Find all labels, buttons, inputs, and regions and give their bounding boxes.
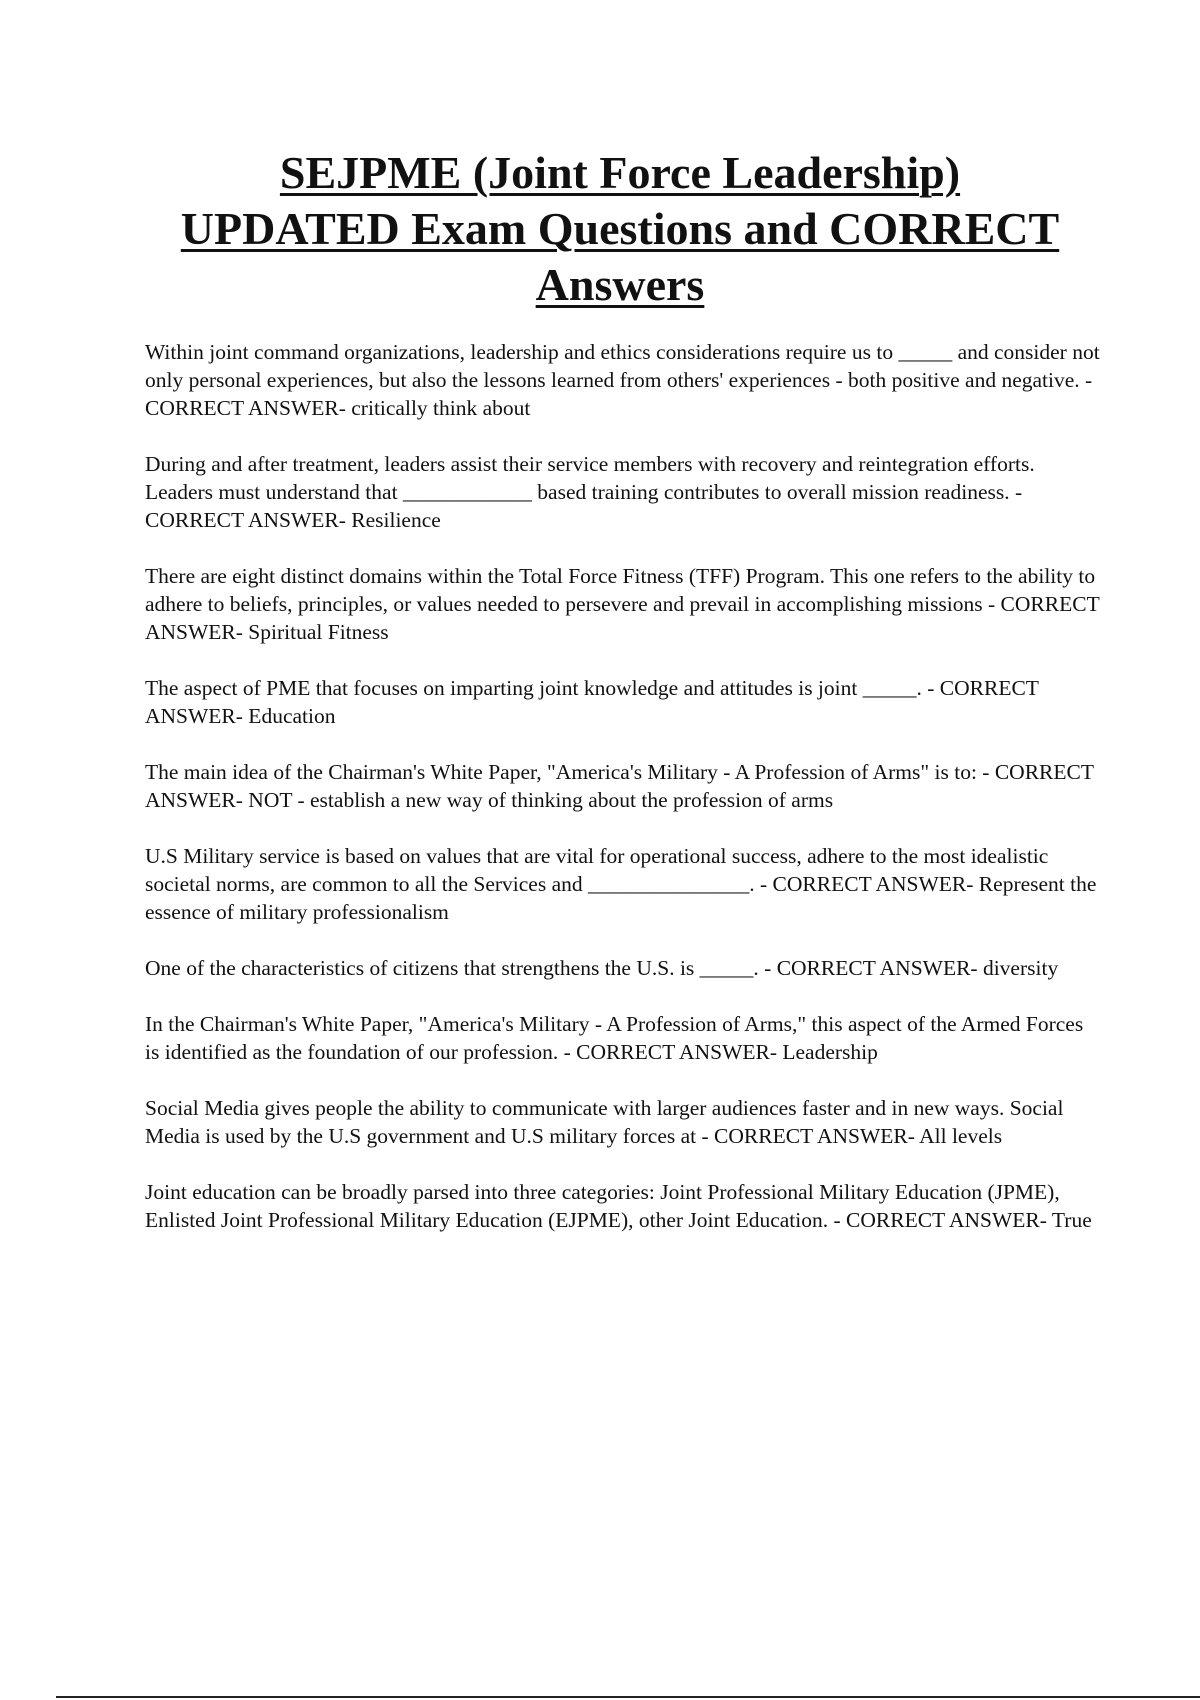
question-answer-item: During and after treatment, leaders assist their service members with recovery and reintegration efforts. Leaders must understand that ____________ based training contributes to overall mission readiness. - CORRECT ANSWER- Resilience xyxy=(145,452,1035,532)
question-answer-item: The main idea of the Chairman's White Paper, "America's Military - A Profession of Arms" is to: - CORRECT ANSWER- NOT - establish a new way of thinking about the profession of arms xyxy=(145,760,1094,812)
title-line-1: SEJPME (Joint Force Leadership) xyxy=(279,147,961,198)
page-bottom-divider xyxy=(56,1696,1200,1698)
title-line-2: UPDATED Exam Questions and CORRECT xyxy=(180,203,1060,254)
title-line-3: Answers xyxy=(535,259,705,310)
question-answer-item: There are eight distinct domains within the Total Force Fitness (TFF) Program. This one refers to the ability to adhere to beliefs, principles, or values needed to persevere and prevail in accomplishing missions - CORRECT ANSWER- Spiritual Fitness xyxy=(145,564,1100,644)
document-title xyxy=(140,145,1100,313)
question-answer-item: Social Media gives people the ability to communicate with larger audiences faster and in new ways. Social Media is used by the U.S government and U.S military forces at - CORRECT ANSWER- All levels xyxy=(145,1096,1064,1148)
question-answer-item: In the Chairman's White Paper, "America's Military - A Profession of Arms," this aspect of the Armed Forces is identified as the foundation of our profession. - CORRECT ANSWER- Leadership xyxy=(145,1012,1084,1064)
question-answer-item: Joint education can be broadly parsed into three categories: Joint Professional Military Education (JPME), Enlisted Joint Professional Military Education (EJPME), other Joint Education. - CORRECT ANSWER- True xyxy=(145,1180,1092,1232)
question-answer-item: Within joint command organizations, leadership and ethics considerations require us to _____ and consider not only personal experiences, but also the lessons learned from others' experiences - both positive and negative. - CORRECT ANSWER- critically think about xyxy=(145,340,1100,420)
question-answer-item: The aspect of PME that focuses on imparting joint knowledge and attitudes is joint _____. - CORRECT ANSWER- Education xyxy=(145,676,1039,728)
question-answer-list xyxy=(145,338,1100,1262)
question-answer-item: U.S Military service is based on values that are vital for operational success, adhere to the most idealistic societal norms, are common to all the Services and _______________. - CORRECT ANSWER- Represent the essence of military professionalism xyxy=(145,844,1097,924)
question-answer-item: One of the characteristics of citizens that strengthens the U.S. is _____. - CORRECT ANSWER- diversity xyxy=(145,956,1059,980)
